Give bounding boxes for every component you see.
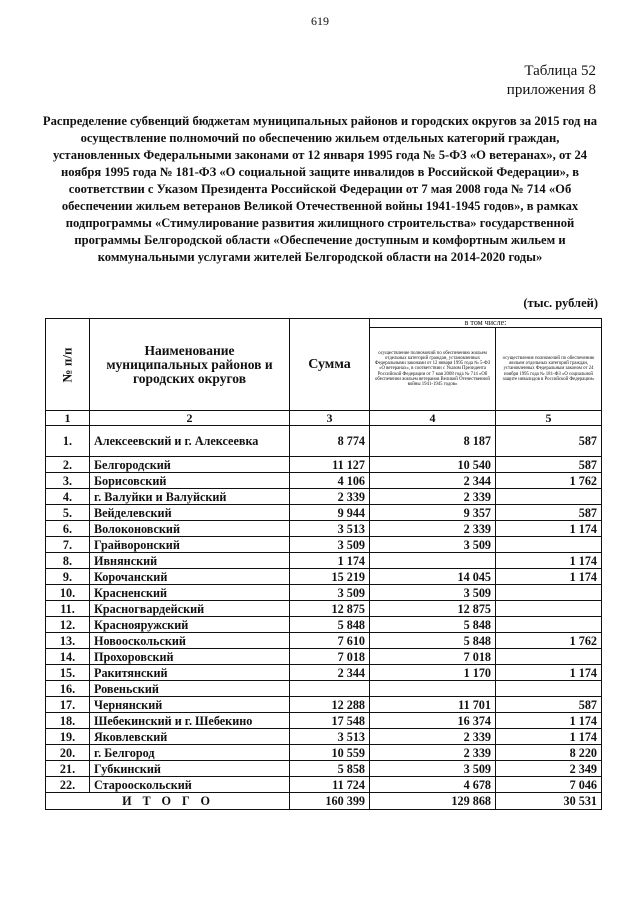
subvention-table [45, 318, 602, 810]
table-row [46, 617, 602, 633]
table-row [46, 489, 602, 505]
total-row [46, 793, 602, 810]
row-num: 9. [46, 569, 90, 585]
row-col4: 3 509 [370, 761, 496, 777]
row-col5: 1 174 [496, 553, 602, 569]
row-name: Ракитянский [90, 665, 290, 681]
table-row [46, 457, 602, 473]
row-num: 10. [46, 585, 90, 601]
table-row [46, 426, 602, 457]
table-reference-line1: Таблица 52 [524, 63, 596, 79]
header-col5: осуществление полномочий по обеспечению жильем отдельных категорий граждан, установленных Федеральным законом от 24 ноября 1995 года № 181-ФЗ «О социальной защите инвалидов в Российской Федерации» [496, 328, 602, 411]
table-row [46, 697, 602, 713]
row-sum: 11 127 [290, 457, 370, 473]
row-col5 [496, 601, 602, 617]
row-num: 7. [46, 537, 90, 553]
row-col4: 10 540 [370, 457, 496, 473]
row-col5: 7 046 [496, 777, 602, 793]
table-reference [507, 62, 596, 100]
table-row [46, 601, 602, 617]
row-num: 14. [46, 649, 90, 665]
row-sum: 17 548 [290, 713, 370, 729]
row-sum: 5 858 [290, 761, 370, 777]
row-num: 1. [46, 426, 90, 457]
row-sum: 5 848 [290, 617, 370, 633]
table-row [46, 713, 602, 729]
row-num: 13. [46, 633, 90, 649]
row-col4: 2 339 [370, 745, 496, 761]
row-col4: 4 678 [370, 777, 496, 793]
page-number: 619 [311, 14, 329, 28]
row-name: Волоконовский [90, 521, 290, 537]
table-row [46, 777, 602, 793]
index-row [46, 411, 602, 426]
row-col4: 5 848 [370, 617, 496, 633]
row-sum [290, 681, 370, 697]
row-name: Белгородский [90, 457, 290, 473]
table-row [46, 473, 602, 489]
document-title: Распределение субвенций бюджетам муниципальных районов и городских округов за 2015 год на осуществление полномочий по обеспечению жильем отдельных категорий граждан, установленных Федеральными законами от 12 января 1995 года № 5-ФЗ «О ветеранах», от 24 ноября 1995 года № 181-ФЗ «О социальной защите инвалидов в Российской Федерации», в соответствии с Указом Президента Российской Федерации от 7 мая 2008 года № 714 «Об обеспечении жильем ветеранов Великой Отечественной войны 1941-1945 годов», в рамках подпрограммы «Стимулирование развития жилищного строительства» государственной программы Белгородской области «Обеспечение доступным и комфортным жильем и коммунальными услугами жителей Белгородской области на 2014-2020 годы» [42, 114, 598, 264]
index-cell: 3 [290, 411, 370, 426]
row-sum: 10 559 [290, 745, 370, 761]
row-col5 [496, 617, 602, 633]
row-sum: 1 174 [290, 553, 370, 569]
row-name: Корочанский [90, 569, 290, 585]
row-num: 20. [46, 745, 90, 761]
row-name: Алексеевский и г. Алексеевка [90, 426, 290, 457]
row-sum: 9 944 [290, 505, 370, 521]
table-row [46, 505, 602, 521]
row-col5: 1 174 [496, 569, 602, 585]
row-col5: 587 [496, 697, 602, 713]
row-name: Ровеньский [90, 681, 290, 697]
row-col4: 5 848 [370, 633, 496, 649]
row-col5 [496, 585, 602, 601]
table-row [46, 521, 602, 537]
total-label: ИТОГО [46, 793, 290, 810]
row-col4: 16 374 [370, 713, 496, 729]
index-cell: 5 [496, 411, 602, 426]
row-col5: 1 174 [496, 713, 602, 729]
table-row [46, 745, 602, 761]
row-col5 [496, 649, 602, 665]
row-col4: 9 357 [370, 505, 496, 521]
row-num: 17. [46, 697, 90, 713]
row-col4 [370, 553, 496, 569]
row-sum: 4 106 [290, 473, 370, 489]
row-col5: 8 220 [496, 745, 602, 761]
table-row [46, 569, 602, 585]
row-num: 2. [46, 457, 90, 473]
row-sum: 7 018 [290, 649, 370, 665]
table-row [46, 633, 602, 649]
total-col4: 129 868 [370, 793, 496, 810]
row-num: 21. [46, 761, 90, 777]
row-sum: 8 774 [290, 426, 370, 457]
row-sum: 12 875 [290, 601, 370, 617]
table-row [46, 537, 602, 553]
row-col4: 11 701 [370, 697, 496, 713]
table-row [46, 681, 602, 697]
header-name: Наименование муниципальных районов и городских округов [90, 319, 290, 411]
row-col5: 2 349 [496, 761, 602, 777]
row-sum: 3 509 [290, 537, 370, 553]
row-col4 [370, 681, 496, 697]
row-col4: 1 170 [370, 665, 496, 681]
table-row [46, 761, 602, 777]
row-col4: 2 339 [370, 521, 496, 537]
row-name: Краснояружский [90, 617, 290, 633]
total-sum: 160 399 [290, 793, 370, 810]
row-col5: 1 174 [496, 729, 602, 745]
index-cell: 2 [90, 411, 290, 426]
row-name: Старооскольский [90, 777, 290, 793]
row-name: Губкинский [90, 761, 290, 777]
row-num: 16. [46, 681, 90, 697]
row-name: Новооскольский [90, 633, 290, 649]
header-including: в том числе: [370, 319, 602, 328]
row-sum: 15 219 [290, 569, 370, 585]
header-num [46, 319, 90, 411]
row-col5 [496, 681, 602, 697]
row-col5: 1 762 [496, 473, 602, 489]
row-col4: 2 339 [370, 729, 496, 745]
row-name: Ивнянский [90, 553, 290, 569]
row-col4: 3 509 [370, 585, 496, 601]
row-sum: 3 513 [290, 521, 370, 537]
header-col4: осуществление полномочий по обеспечению жильем отдельных категорий граждан, установленных Федеральными законами от 12 января 1995 года № 5-ФЗ «О ветеранах», в соответствии с Указом Президента Российской Федерации от 7 мая 2008 года № 714 «Об обеспечении жильем ветеранов Великой Отечественной войны 1941-1945 годов» [370, 328, 496, 411]
row-col5 [496, 537, 602, 553]
row-sum: 12 288 [290, 697, 370, 713]
row-num: 4. [46, 489, 90, 505]
table-reference-line2: приложения 8 [506, 82, 596, 98]
row-col4: 8 187 [370, 426, 496, 457]
row-sum: 2 344 [290, 665, 370, 681]
row-name: г. Белгород [90, 745, 290, 761]
row-col4: 2 344 [370, 473, 496, 489]
row-sum: 3 513 [290, 729, 370, 745]
row-num: 18. [46, 713, 90, 729]
row-num: 8. [46, 553, 90, 569]
row-col4: 12 875 [370, 601, 496, 617]
row-name: Грайворонский [90, 537, 290, 553]
row-col5: 587 [496, 505, 602, 521]
index-cell: 4 [370, 411, 496, 426]
row-col4: 7 018 [370, 649, 496, 665]
row-col4: 3 509 [370, 537, 496, 553]
row-num: 6. [46, 521, 90, 537]
row-num: 11. [46, 601, 90, 617]
row-sum: 3 509 [290, 585, 370, 601]
table-row [46, 665, 602, 681]
row-col5 [496, 489, 602, 505]
row-num: 12. [46, 617, 90, 633]
total-col5: 30 531 [496, 793, 602, 810]
row-name: Красногвардейский [90, 601, 290, 617]
row-col4: 14 045 [370, 569, 496, 585]
header-sum: Сумма [290, 319, 370, 411]
header-num-label: № п/п [59, 347, 75, 382]
row-name: Вейделевский [90, 505, 290, 521]
row-name: Прохоровский [90, 649, 290, 665]
row-num: 19. [46, 729, 90, 745]
row-col5: 1 174 [496, 665, 602, 681]
row-sum: 7 610 [290, 633, 370, 649]
row-col4: 2 339 [370, 489, 496, 505]
table-row [46, 729, 602, 745]
table-row [46, 649, 602, 665]
row-col5: 1 174 [496, 521, 602, 537]
row-col5: 1 762 [496, 633, 602, 649]
row-name: Яковлевский [90, 729, 290, 745]
row-sum: 2 339 [290, 489, 370, 505]
row-name: г. Валуйки и Валуйский [90, 489, 290, 505]
row-name: Чернянский [90, 697, 290, 713]
row-num: 15. [46, 665, 90, 681]
row-name: Красненский [90, 585, 290, 601]
row-num: 5. [46, 505, 90, 521]
unit-label: (тыс. рублей) [523, 296, 598, 310]
index-cell: 1 [46, 411, 90, 426]
row-name: Шебекинский и г. Шебекино [90, 713, 290, 729]
row-num: 3. [46, 473, 90, 489]
table-row [46, 585, 602, 601]
row-name: Борисовский [90, 473, 290, 489]
row-col5: 587 [496, 457, 602, 473]
row-num: 22. [46, 777, 90, 793]
table-row [46, 553, 602, 569]
row-sum: 11 724 [290, 777, 370, 793]
row-col5: 587 [496, 426, 602, 457]
